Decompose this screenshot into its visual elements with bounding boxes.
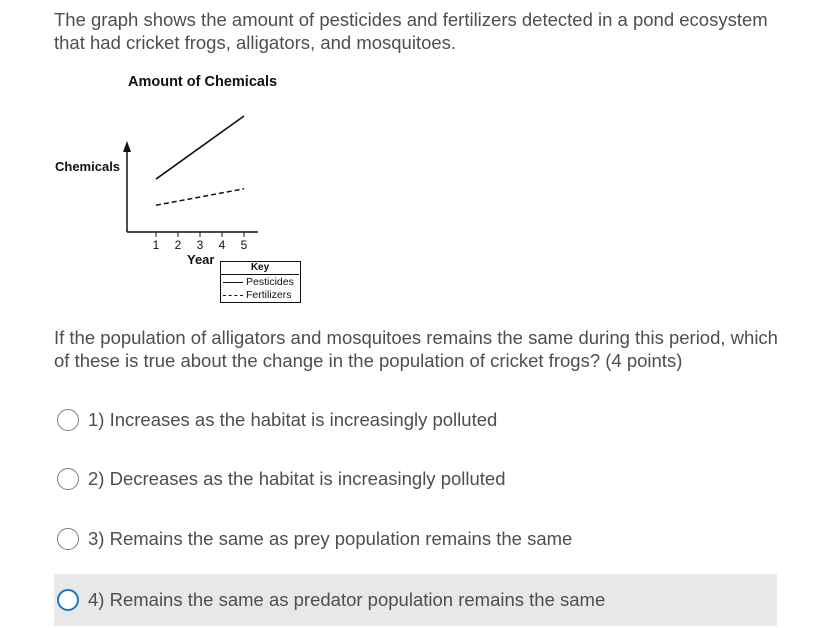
legend-label: Fertilizers [246,289,292,301]
series-line-fertilizers [156,189,244,205]
answer-option-4[interactable] [54,574,777,626]
x-tick-label: 2 [174,238,182,252]
legend-dashed-swatch [223,295,243,296]
legend-item-fertilizers [221,289,299,302]
chart-legend [220,261,301,303]
x-axis-label: Year [187,252,215,267]
option-label[interactable]: 1) Increases as the habitat is increasingly polluted [88,409,498,430]
answer-option-1[interactable] [54,394,777,446]
y-axis-label: Chemicals [55,159,121,174]
legend-title: Key [221,262,299,275]
x-tick-label: 3 [196,238,204,252]
x-tick-label: 1 [152,238,160,252]
question-prompt: If the population of alligators and mosquitoes remains the same during this period, which of these is true about the change in the population of cricket frogs? (4 points) [54,327,778,371]
legend-solid-swatch [223,282,243,283]
legend-item-pesticides [221,276,299,289]
series-lines [156,116,244,205]
legend-label: Pesticides [246,276,294,288]
answer-option-3[interactable] [54,513,777,565]
radio-button[interactable] [57,589,79,611]
chart-figure [48,68,318,308]
radio-button[interactable] [57,409,79,431]
series-line-pesticides [156,116,244,179]
x-tick-label: 5 [240,238,248,252]
x-tick-label: 4 [218,238,226,252]
option-label[interactable]: 3) Remains the same as prey population remains the same [88,528,573,549]
option-label[interactable]: 2) Decreases as the habitat is increasingly polluted [88,468,506,489]
answer-option-2[interactable] [54,453,777,505]
radio-button[interactable] [57,528,79,550]
chart-title: Amount of Chemicals [128,74,278,90]
radio-button[interactable] [57,468,79,490]
option-label[interactable]: 4) Remains the same as predator population remains the same [88,589,606,610]
y-axis-arrow [123,141,131,152]
question-intro: The graph shows the amount of pesticides and fertilizers detected in a pond ecosystem that had cricket frogs, alligators, and mosquitoes. [54,9,768,53]
